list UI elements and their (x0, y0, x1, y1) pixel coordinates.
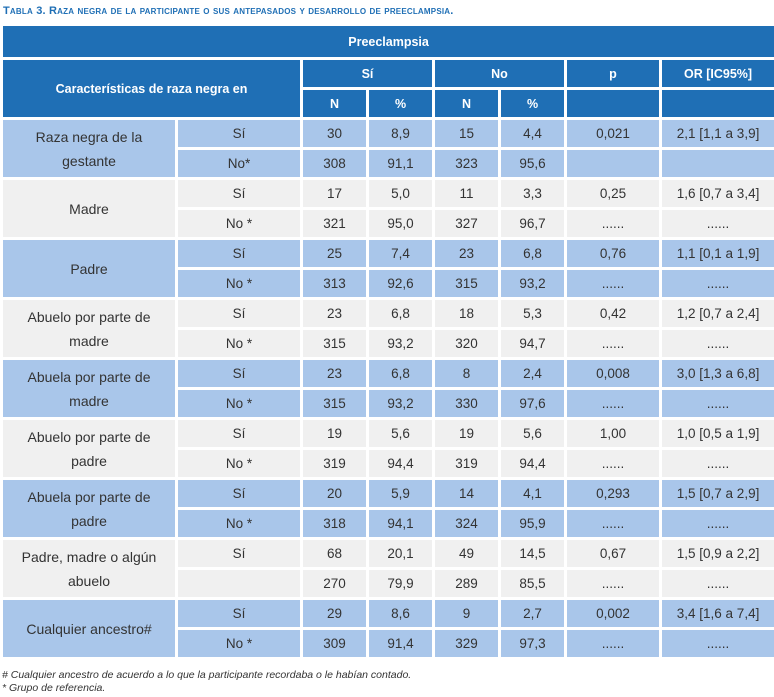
cell-p-value: 0,008 (567, 360, 659, 387)
subgroup-label: Sí (178, 180, 300, 207)
cell-pct-si: 7,4 (369, 240, 432, 267)
cell-n-si: 315 (303, 330, 366, 357)
group-label: Padre, madre o algún abuelo (3, 540, 175, 597)
cell-pct-no: 97,3 (501, 630, 564, 657)
table-row (3, 180, 774, 207)
cell-pct-no: 96,7 (501, 210, 564, 237)
subgroup-label: Sí (178, 240, 300, 267)
cell-n-no: 14 (435, 480, 498, 507)
cell-pct-si: 5,0 (369, 180, 432, 207)
cell-n-si: 313 (303, 270, 366, 297)
cell-p-value: ...... (567, 510, 659, 537)
cell-n-no: 49 (435, 540, 498, 567)
subgroup-label: No * (178, 270, 300, 297)
cell-pct-no: 85,5 (501, 570, 564, 597)
cell-pct-no: 6,8 (501, 240, 564, 267)
cell-n-si: 19 (303, 420, 366, 447)
cell-n-si: 25 (303, 240, 366, 267)
cell-n-no: 323 (435, 150, 498, 177)
cell-pct-no: 3,3 (501, 180, 564, 207)
cell-pct-si: 93,2 (369, 390, 432, 417)
cell-odds-ratio: 1,0 [0,5 a 1,9] (662, 420, 774, 447)
group-label: Cualquier ancestro# (3, 600, 175, 657)
group-label: Abuelo por parte de padre (3, 420, 175, 477)
table-row (3, 240, 774, 267)
table-row (3, 420, 774, 447)
subgroup-label: No* (178, 150, 300, 177)
cell-odds-ratio: ...... (662, 630, 774, 657)
cell-n-no: 319 (435, 450, 498, 477)
cell-p-value: ...... (567, 210, 659, 237)
cell-n-no: 9 (435, 600, 498, 627)
cell-pct-si: 5,9 (369, 480, 432, 507)
cell-odds-ratio: 2,1 [1,1 a 3,9] (662, 120, 774, 147)
cell-n-si: 309 (303, 630, 366, 657)
footnote-reference: * Grupo de referencia. (2, 682, 106, 694)
cell-odds-ratio (662, 150, 774, 177)
subgroup-label (178, 570, 300, 597)
group-label: Abuela por parte de padre (3, 480, 175, 537)
subgroup-label: No * (178, 510, 300, 537)
cell-n-si: 315 (303, 390, 366, 417)
cell-pct-si: 94,4 (369, 450, 432, 477)
cell-pct-si: 95,0 (369, 210, 432, 237)
cell-odds-ratio: ...... (662, 450, 774, 477)
cell-pct-no: 97,6 (501, 390, 564, 417)
cell-n-si: 20 (303, 480, 366, 507)
cell-n-si: 23 (303, 300, 366, 327)
cell-p-value: ...... (567, 630, 659, 657)
cell-pct-si: 5,6 (369, 420, 432, 447)
cell-n-no: 320 (435, 330, 498, 357)
cell-pct-si: 79,9 (369, 570, 432, 597)
cell-n-si: 319 (303, 450, 366, 477)
cell-p-value: 0,76 (567, 240, 659, 267)
cell-p-value: 0,42 (567, 300, 659, 327)
header-p-empty (567, 90, 659, 117)
cell-odds-ratio: 1,2 [0,7 a 2,4] (662, 300, 774, 327)
cell-n-si: 29 (303, 600, 366, 627)
group-label: Padre (3, 240, 175, 297)
subgroup-label: Sí (178, 540, 300, 567)
cell-p-value: ...... (567, 570, 659, 597)
cell-p-value: 0,25 (567, 180, 659, 207)
table-row (3, 540, 774, 567)
table-caption: Tabla 3. Raza negra de la participante o sus antepasados y desarrollo de preeclampsia. (3, 5, 454, 17)
cell-n-no: 11 (435, 180, 498, 207)
group-label: Madre (3, 180, 175, 237)
cell-pct-no: 93,2 (501, 270, 564, 297)
cell-n-no: 324 (435, 510, 498, 537)
cell-pct-no: 5,3 (501, 300, 564, 327)
header-si: Sí (303, 60, 432, 87)
cell-odds-ratio: 3,0 [1,3 a 6,8] (662, 360, 774, 387)
group-label: Abuelo por parte de madre (3, 300, 175, 357)
cell-n-no: 18 (435, 300, 498, 327)
header-no: No (435, 60, 564, 87)
table-row (3, 300, 774, 327)
cell-p-value (567, 150, 659, 177)
cell-pct-no: 4,4 (501, 120, 564, 147)
cell-n-no: 327 (435, 210, 498, 237)
cell-pct-si: 93,2 (369, 330, 432, 357)
cell-pct-no: 2,7 (501, 600, 564, 627)
cell-pct-no: 94,4 (501, 450, 564, 477)
table-row (3, 360, 774, 387)
header-n-si: N (303, 90, 366, 117)
header-n-no: N (435, 90, 498, 117)
cell-n-no: 329 (435, 630, 498, 657)
subgroup-label: Sí (178, 300, 300, 327)
data-table (0, 23, 774, 660)
cell-pct-no: 2,4 (501, 360, 564, 387)
subgroup-label: Sí (178, 360, 300, 387)
cell-pct-no: 94,7 (501, 330, 564, 357)
cell-p-value: 0,021 (567, 120, 659, 147)
cell-n-no: 23 (435, 240, 498, 267)
table-row (3, 600, 774, 627)
footnote-ancestor: # Cualquier ancestro de acuerdo a lo que la participante recordaba o le habían contado. (2, 669, 412, 681)
cell-p-value: 0,67 (567, 540, 659, 567)
cell-odds-ratio: ...... (662, 570, 774, 597)
cell-odds-ratio: 1,1 [0,1 a 1,9] (662, 240, 774, 267)
header-or-empty (662, 90, 774, 117)
cell-odds-ratio: 1,5 [0,9 a 2,2] (662, 540, 774, 567)
cell-pct-si: 6,8 (369, 300, 432, 327)
cell-n-si: 17 (303, 180, 366, 207)
subgroup-label: No * (178, 330, 300, 357)
cell-odds-ratio: ...... (662, 270, 774, 297)
subgroup-label: Sí (178, 420, 300, 447)
cell-p-value: 0,293 (567, 480, 659, 507)
cell-odds-ratio: ...... (662, 330, 774, 357)
cell-pct-si: 94,1 (369, 510, 432, 537)
cell-pct-no: 5,6 (501, 420, 564, 447)
cell-n-si: 308 (303, 150, 366, 177)
subgroup-label: No * (178, 390, 300, 417)
cell-n-no: 8 (435, 360, 498, 387)
cell-n-no: 19 (435, 420, 498, 447)
cell-odds-ratio: ...... (662, 510, 774, 537)
cell-pct-si: 91,1 (369, 150, 432, 177)
cell-pct-si: 6,8 (369, 360, 432, 387)
subgroup-label: Sí (178, 480, 300, 507)
cell-n-no: 330 (435, 390, 498, 417)
cell-odds-ratio: ...... (662, 210, 774, 237)
cell-pct-no: 95,6 (501, 150, 564, 177)
table-row (3, 120, 774, 147)
table-row (3, 480, 774, 507)
subgroup-label: Sí (178, 120, 300, 147)
cell-pct-si: 20,1 (369, 540, 432, 567)
cell-p-value: ...... (567, 390, 659, 417)
header-preeclampsia: Preeclampsia (3, 26, 774, 57)
cell-p-value: ...... (567, 330, 659, 357)
header-pct-no: % (501, 90, 564, 117)
cell-odds-ratio: ...... (662, 390, 774, 417)
subgroup-label: No * (178, 210, 300, 237)
cell-n-si: 270 (303, 570, 366, 597)
group-label: Abuela por parte de madre (3, 360, 175, 417)
cell-n-si: 68 (303, 540, 366, 567)
header-pct-si: % (369, 90, 432, 117)
subgroup-label: No * (178, 630, 300, 657)
cell-n-si: 321 (303, 210, 366, 237)
cell-n-no: 289 (435, 570, 498, 597)
cell-pct-si: 91,4 (369, 630, 432, 657)
cell-n-si: 30 (303, 120, 366, 147)
cell-pct-no: 4,1 (501, 480, 564, 507)
cell-pct-si: 8,9 (369, 120, 432, 147)
header-row-label: Características de raza negra en (3, 60, 300, 117)
cell-p-value: ...... (567, 270, 659, 297)
subgroup-label: Sí (178, 600, 300, 627)
header-p: p (567, 60, 659, 87)
cell-pct-si: 8,6 (369, 600, 432, 627)
cell-odds-ratio: 1,6 [0,7 a 3,4] (662, 180, 774, 207)
cell-n-no: 15 (435, 120, 498, 147)
header-row-main (3, 60, 774, 87)
header-or: OR [IC95%] (662, 60, 774, 87)
group-label: Raza negra de la gestante (3, 120, 175, 177)
header-row-group (3, 26, 774, 57)
cell-p-value: 1,00 (567, 420, 659, 447)
cell-odds-ratio: 3,4 [1,6 a 7,4] (662, 600, 774, 627)
cell-n-no: 315 (435, 270, 498, 297)
cell-p-value: 0,002 (567, 600, 659, 627)
subgroup-label: No * (178, 450, 300, 477)
cell-pct-no: 95,9 (501, 510, 564, 537)
cell-odds-ratio: 1,5 [0,7 a 2,9] (662, 480, 774, 507)
cell-pct-si: 92,6 (369, 270, 432, 297)
cell-p-value: ...... (567, 450, 659, 477)
cell-n-si: 318 (303, 510, 366, 537)
cell-pct-no: 14,5 (501, 540, 564, 567)
cell-n-si: 23 (303, 360, 366, 387)
